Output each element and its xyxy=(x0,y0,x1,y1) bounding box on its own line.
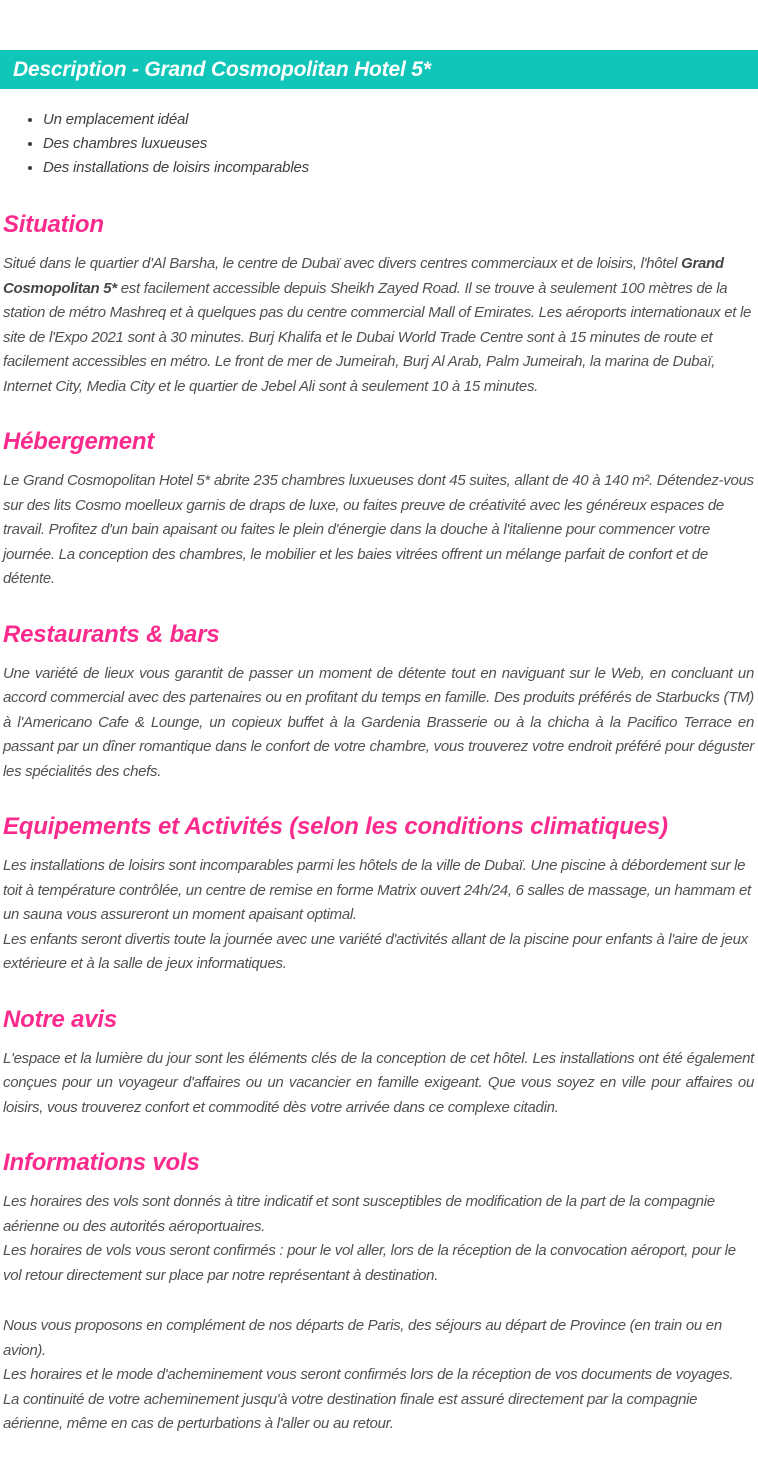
section-notre-avis xyxy=(3,1005,754,1121)
vols-paragraph-3: Nous vous proposons en complément de nos départs de Paris, des séjours au départ de Province (en train ou en avion). xyxy=(3,1317,722,1359)
section-hebergement xyxy=(3,427,754,592)
highlights-list xyxy=(3,108,754,180)
situation-text-before-bold: Situé dans le quartier d'Al Barsha, le centre de Dubaï avec divers centres commerciaux et de loisirs, l'hôtel xyxy=(3,255,682,272)
equipements-paragraph-1: Les installations de loisirs sont incomparables parmi les hôtels de la ville de Dubaï. Une piscine à débordement sur le toit à température contrôlée, un centre de remise en forme Matrix ouvert 24h/24, 6 salles de massage, un hammam et un sauna vous assureront un moment apaisant optimal. xyxy=(3,857,751,923)
section-heading-equipements: Equipements et Activités (selon les conditions climatiques) xyxy=(3,813,668,840)
situation-text-after-bold: est facilement accessible depuis Sheikh Zayed Road. Il se trouve à seulement 100 mètres de la station de métro Mashreq et à quelques pas du centre commercial Mall of Emirates. Les aéroports internationaux et le site de l'Expo 2021 sont à 30 minutes. Burj Khalifa et le Dubai World Trade Centre sont à 15 minutes de route et facilement accessibles en métro. Le front de mer de Jumeirah, Burj Al Arab, Palm Jumeirah, la marina de Dubaï, Internet City, Media City et le quartier de Jebel Ali sont à seulement 10 à 15 minutes. xyxy=(3,279,752,395)
section-restaurants xyxy=(3,620,754,785)
highlight-item: • Des chambres luxueuses xyxy=(43,132,754,156)
vols-paragraph-2: Les horaires de vols vous seront confirmés : pour le vol aller, lors de la réception de la convocation aéroport, pour le vol retour directement sur place par notre représentant à destination. xyxy=(3,1242,736,1284)
section-heading-informations-vols: Informations vols xyxy=(3,1149,200,1176)
description-banner xyxy=(0,50,758,89)
document-body xyxy=(0,108,758,1437)
hebergement-paragraph: Le Grand Cosmopolitan Hotel 5* abrite 235 chambres luxueuses dont 45 suites, allant de 40 à 140 m². Détendez-vous sur des lits Cosmo moelleux garnis de draps de luxe, ou faites preuve de créativité avec les généreux espaces de travail. Profitez d'un bain apaisant ou faites le plein d'énergie dans la douche à l'italienne pour commencer votre journée. La conception des chambres, le mobilier et les baies vitrées offrent un mélange parfait de confort et de détente. xyxy=(3,472,754,587)
highlight-item: • Des installations de loisirs incomparables xyxy=(43,156,754,180)
vols-paragraph-1: Les horaires des vols sont donnés à titre indicatif et sont susceptibles de modification de la part de la compagnie aérienne ou des autorités aéroportuaires. xyxy=(3,1193,715,1235)
section-equipements xyxy=(3,812,754,977)
section-informations-vols xyxy=(3,1148,754,1437)
highlight-item: • Un emplacement idéal xyxy=(43,108,754,132)
section-heading-hebergement: Hébergement xyxy=(3,428,155,455)
page-title: Description - Grand Cosmopolitan Hotel 5* xyxy=(13,57,431,81)
notre-avis-paragraph: L'espace et la lumière du jour sont les éléments clés de la conception de cet hôtel. Les installations ont été également conçues pour un voyageur d'affaires ou un vacancier en famille exigeant. Que vous soyez en ville pour affaires ou loisirs, vous trouverez confort et commodité dès votre arrivée dans ce complexe citadin. xyxy=(3,1049,754,1116)
section-heading-restaurants: Restaurants & bars xyxy=(3,620,220,648)
section-heading-notre-avis: Notre avis xyxy=(3,1005,118,1033)
equipements-paragraph-2: Les enfants seront divertis toute la journée avec une variété d'activités allant de la piscine pour enfants à l'aire de jeux extérieure et à la salle de jeux informatiques. xyxy=(3,930,748,972)
situation-paragraph xyxy=(3,252,754,399)
vols-paragraph-5: La continuité de votre acheminement jusqu'à votre destination finale est assuré directement par la compagnie aérienne, même en cas de perturbations à l'aller ou au retour. xyxy=(3,1390,698,1432)
vols-paragraph-4: Les horaires et le mode d'acheminement vous seront confirmés lors de la réception de vos documents de voyages. xyxy=(3,1366,734,1383)
restaurants-paragraph: Une variété de lieux vous garantit de passer un moment de détente tout en naviguant sur le Web, en concluant un accord commercial avec des partenaires ou en profitant du temps en famille. Des produits préférés de Starbucks (TM) à l'Americano Cafe & Lounge, un copieux buffet à la Gardenia Brasserie ou à la chicha à la Pacifico Terrace en passant par un dîner romantique dans le confort de votre chambre, vous trouverez votre endroit préféré pour déguster les spécialités des chefs. xyxy=(3,664,754,780)
hotel-name-bold: Grand Cosmopolitan 5* xyxy=(3,255,724,297)
section-heading-situation: Situation xyxy=(3,211,104,238)
section-situation xyxy=(3,210,754,399)
